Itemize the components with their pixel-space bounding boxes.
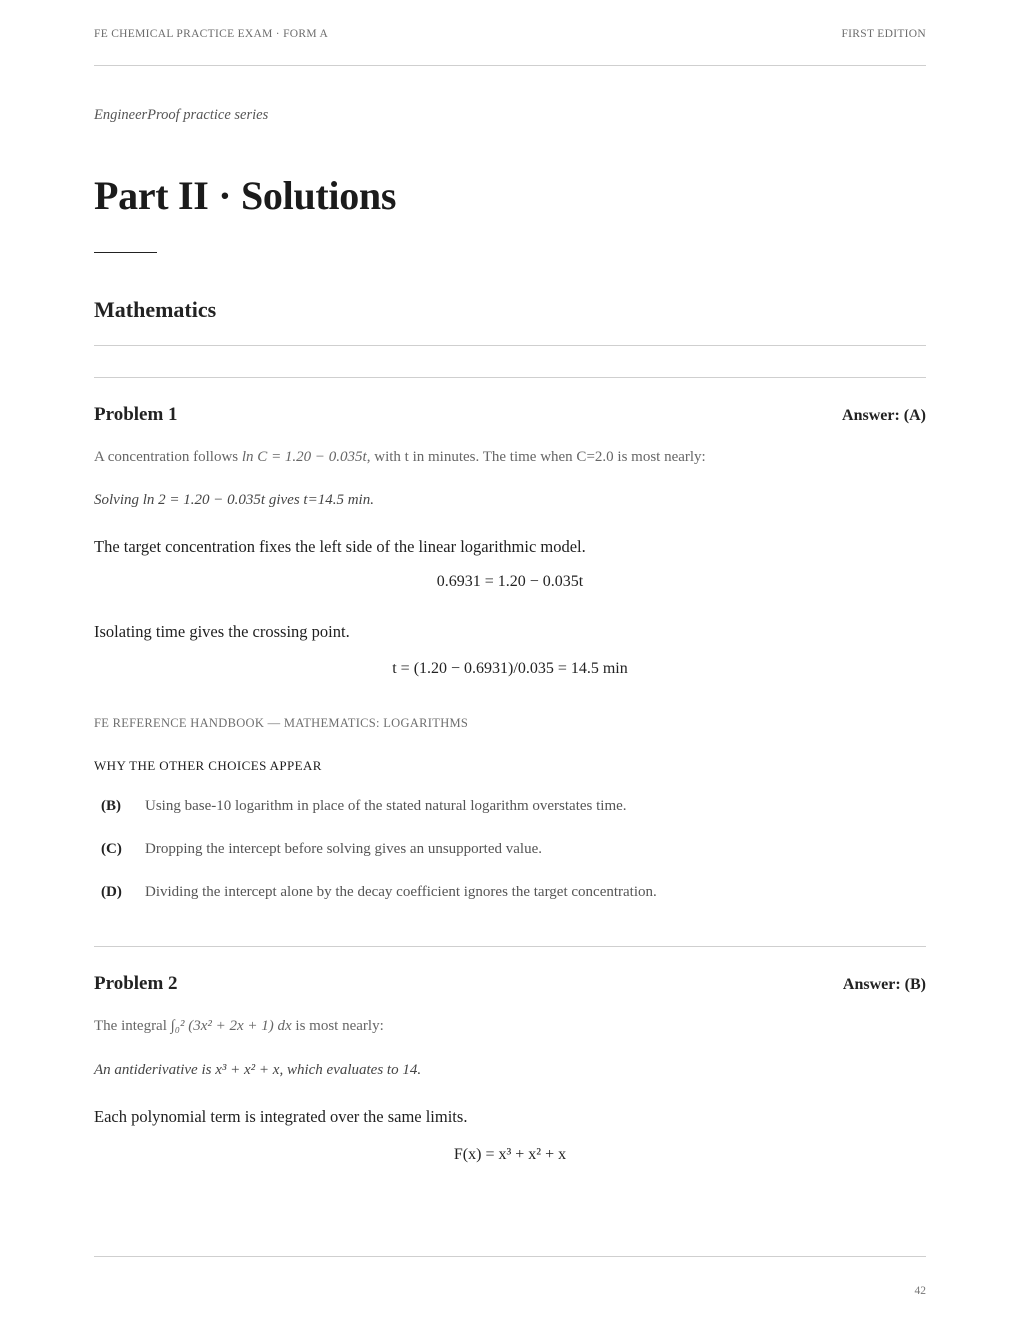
problem-title: Problem 1 [94,404,178,425]
footer-rule [94,1256,926,1257]
title-underline [94,252,157,253]
problem-1-step-2: Isolating time gives the crossing point. [94,622,350,641]
problem-1-equation-1: 0.6931 = 1.20 − 0.035t [436,573,584,590]
problem-header [94,404,926,432]
choice-letter: (B) [101,798,121,814]
prompt-text-end: , with t in minutes. The time when C=2.0 is most nearly: [366,449,706,465]
choice-d [94,884,926,901]
problem-divider [94,946,926,947]
choice-letter: (D) [101,884,122,900]
header-left: FE CHEMICAL PRACTICE EXAM · FORM A [94,28,329,40]
problem-1 [94,404,926,432]
brief-text: An antiderivative is [94,1062,216,1078]
problem-1-equation-2: t = (1.20 − 0.6931)/0.035 = 14.5 min [392,660,628,677]
choice-letter: (C) [101,841,122,857]
section-title: Mathematics [94,297,217,322]
brief-math: ln 2 = 1.20 − 0.035t [142,492,266,508]
prompt-text: The integral [94,1018,171,1034]
brief-text-end: , which evaluates to 14. [279,1062,422,1078]
series-label: EngineerProof practice series [94,107,269,123]
header-right: FIRST EDITION [841,28,926,40]
problem-2 [94,973,926,1001]
problem-1-step-1: The target concentration fixes the left side of the linear logarithmic model. [94,537,586,556]
choice-c [94,841,926,858]
problem-divider [94,377,926,378]
problem-1-brief-solution [94,492,926,509]
choice-explanation: Dividing the intercept alone by the decay coefficient ignores the target concentration. [145,884,657,900]
prompt-text: A concentration follows [94,449,242,465]
header-rule [94,65,926,66]
answer-label: Answer: (A) [842,407,926,424]
choice-explanation: Dropping the intercept before solving gives an unsupported value. [145,841,542,857]
answer-label: Answer: (B) [842,976,926,993]
brief-text-end: gives t=14.5 min. [265,492,374,508]
problem-2-equation-1: F(x) = x³ + x² + x [453,1146,567,1163]
choice-b [94,798,926,815]
prompt-math: ln C = 1.20 − 0.035t [241,449,367,465]
prompt-text-end: is most nearly: [291,1018,384,1034]
running-header [94,28,926,40]
page-number: 42 [914,1285,926,1297]
page [94,0,926,1320]
problem-2-prompt [94,1018,926,1035]
brief-math: x³ + x² + x [215,1062,280,1078]
problem-title: Problem 2 [94,973,178,994]
problem-2-brief-solution [94,1062,926,1079]
reference-note: FE REFERENCE HANDBOOK — MATHEMATICS: LOGARITHMS [94,716,469,730]
why-heading: WHY THE OTHER CHOICES APPEAR [94,758,322,773]
problem-header [94,973,926,1001]
brief-text: Solving [94,492,143,508]
prompt-math: ∫₀² (3x² + 2x + 1) dx [170,1018,292,1034]
part-title: Part II · Solutions [94,173,397,218]
section-rule [94,345,926,346]
choice-explanation: Using base-10 logarithm in place of the stated natural logarithm overstates time. [145,798,627,814]
problem-2-step-1: Each polynomial term is integrated over the same limits. [94,1107,468,1126]
problem-1-prompt [94,449,926,466]
